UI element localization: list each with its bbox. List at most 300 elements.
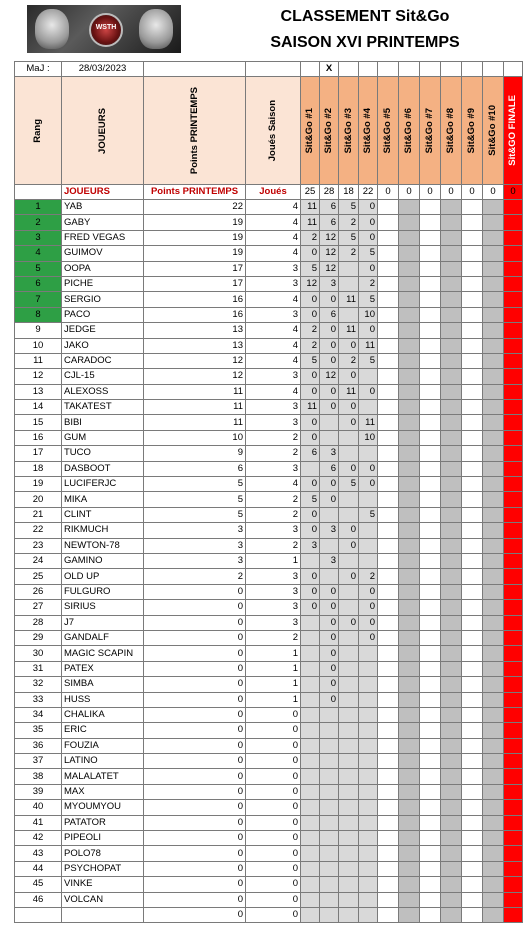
sitgo-score [339, 600, 359, 615]
sitgo-score [359, 800, 378, 815]
sitgo-empty [420, 461, 441, 476]
table-row [15, 661, 523, 676]
header-joueurs-label: JOUEURS [96, 107, 108, 154]
points-cell: 0 [144, 630, 246, 645]
sitgo-empty [462, 430, 483, 445]
header-sitgo-9 [462, 77, 483, 185]
sitgo-empty [441, 200, 462, 215]
player-name: PATEX [62, 661, 144, 676]
sitgo-empty [483, 584, 504, 599]
sitgo-empty [483, 415, 504, 430]
rank-cell: 28 [15, 615, 62, 630]
played-cell: 4 [246, 292, 301, 307]
sitgo-empty [483, 200, 504, 215]
sitgo-empty [420, 415, 441, 430]
points-cell: 0 [144, 861, 246, 876]
sitgo-score: 11 [339, 292, 359, 307]
sitgo-empty [399, 707, 420, 722]
rank-cell: 24 [15, 553, 62, 568]
player-name: CLINT [62, 507, 144, 522]
sitgo-empty [441, 400, 462, 415]
sitgo-empty [378, 584, 399, 599]
sitgo-score [301, 892, 320, 907]
sitgo-score: 0 [320, 661, 339, 676]
sitgo-empty [483, 692, 504, 707]
sitgo-empty [420, 477, 441, 492]
sitgo-empty [420, 723, 441, 738]
sitgo-empty [483, 846, 504, 861]
table-row [15, 707, 523, 722]
sitgo-score: 0 [320, 384, 339, 399]
finale-cell [504, 369, 523, 384]
sitgo-score: 3 [320, 276, 339, 291]
sitgo-score [339, 815, 359, 830]
played-cell: 2 [246, 507, 301, 522]
sitgo-score: 12 [320, 261, 339, 276]
sitgo-empty [483, 677, 504, 692]
finale-cell [504, 646, 523, 661]
sitgo-empty [378, 307, 399, 322]
sitgo-score: 12 [320, 230, 339, 245]
sitgo-empty [399, 415, 420, 430]
header-row [15, 77, 523, 185]
sitgo-empty [462, 815, 483, 830]
rank-cell: 6 [15, 276, 62, 291]
sitgo-empty [399, 769, 420, 784]
sitgo-empty [483, 400, 504, 415]
sitgo-score [320, 723, 339, 738]
finale-cell [504, 677, 523, 692]
sitgo-empty [420, 815, 441, 830]
sitgo-empty [483, 461, 504, 476]
rank-cell: 1 [15, 200, 62, 215]
sitgo-empty [441, 461, 462, 476]
points-cell: 16 [144, 307, 246, 322]
header-sitgo-10-label: Sit&Go #10 [487, 105, 498, 156]
played-cell: 0 [246, 707, 301, 722]
sitgo-score: 6 [320, 215, 339, 230]
played-cell: 4 [246, 230, 301, 245]
played-cell: 0 [246, 800, 301, 815]
points-cell: 19 [144, 230, 246, 245]
sitgo-empty [399, 477, 420, 492]
sitgo-empty [378, 200, 399, 215]
header-points [144, 77, 246, 185]
player-name: VINKE [62, 877, 144, 892]
sitgo-empty [399, 784, 420, 799]
sitgo-score: 0 [359, 384, 378, 399]
sitgo-score: 0 [301, 384, 320, 399]
header-sitgo-1-label: Sit&Go #1 [304, 107, 315, 154]
player-name: GANDALF [62, 630, 144, 645]
sitgo-empty [441, 446, 462, 461]
points-cell: 17 [144, 261, 246, 276]
table-row [15, 261, 523, 276]
sitgo-empty [441, 415, 462, 430]
points-cell: 5 [144, 492, 246, 507]
sitgo-empty [483, 892, 504, 907]
sitgo-empty [378, 507, 399, 522]
sitgo-empty [399, 615, 420, 630]
sitgo-score: 5 [359, 353, 378, 368]
player-name: FOUZIA [62, 738, 144, 753]
sitgo-empty [399, 584, 420, 599]
sitgo-empty [399, 907, 420, 922]
points-cell: 0 [144, 615, 246, 630]
sitgo-empty [462, 246, 483, 261]
empty-cell [378, 62, 399, 77]
sitgo-score [339, 907, 359, 922]
sitgo-empty [483, 615, 504, 630]
header-sitgo-2 [320, 77, 339, 185]
player-name: CJL-15 [62, 369, 144, 384]
points-cell: 9 [144, 446, 246, 461]
sitgo-empty [399, 369, 420, 384]
sitgo-empty [420, 338, 441, 353]
header-sitgo-9-label: Sit&Go #9 [466, 107, 477, 154]
played-cell: 2 [246, 446, 301, 461]
header-joueurs [62, 77, 144, 185]
sitgo-empty [462, 723, 483, 738]
sitgo-empty [378, 261, 399, 276]
sitgo-empty [378, 707, 399, 722]
sitgo-empty [483, 353, 504, 368]
sitgo-score: 5 [301, 353, 320, 368]
table-row [15, 246, 523, 261]
sitgo-score [320, 831, 339, 846]
sitgo-score: 0 [320, 323, 339, 338]
finale-cell [504, 815, 523, 830]
rank-cell: 39 [15, 784, 62, 799]
sitgo-empty [399, 877, 420, 892]
sitgo-score: 0 [320, 600, 339, 615]
played-cell: 4 [246, 200, 301, 215]
table-row [15, 400, 523, 415]
finale-cell [504, 630, 523, 645]
sitgo-score [320, 707, 339, 722]
sitgo-empty [462, 446, 483, 461]
sitgo-score: 0 [320, 584, 339, 599]
sitgo-count: 28 [320, 185, 339, 200]
sitgo-empty [378, 384, 399, 399]
sitgo-score [320, 754, 339, 769]
sitgo-score: 0 [320, 292, 339, 307]
sitgo-empty [399, 400, 420, 415]
finale-cell [504, 584, 523, 599]
played-cell: 4 [246, 353, 301, 368]
sitgo-score: 2 [339, 215, 359, 230]
table-row [15, 507, 523, 522]
player-name: RIKMUCH [62, 523, 144, 538]
sitgo-empty [399, 461, 420, 476]
rank-cell: 4 [15, 246, 62, 261]
points-cell: 17 [144, 276, 246, 291]
sitgo-empty [441, 815, 462, 830]
sitgo-empty [378, 215, 399, 230]
sitgo-score [339, 800, 359, 815]
sitgo-score [359, 523, 378, 538]
finale-cell [504, 800, 523, 815]
sitgo-empty [420, 215, 441, 230]
rank-cell: 37 [15, 754, 62, 769]
sitgo-score: 0 [320, 353, 339, 368]
sitgo-empty [462, 569, 483, 584]
sitgo-score [339, 584, 359, 599]
player-name: PACO [62, 307, 144, 322]
table-row [15, 200, 523, 215]
subheader-row [15, 185, 523, 200]
sitgo-score [301, 769, 320, 784]
ranking-table [14, 61, 523, 923]
sitgo-score: 5 [339, 230, 359, 245]
page-title: CLASSEMENT Sit&Go [280, 8, 450, 25]
sitgo-score [339, 553, 359, 568]
sitgo-score [359, 369, 378, 384]
sitgo-empty [462, 230, 483, 245]
header-sitgo-3-label: Sit&Go #3 [342, 107, 354, 154]
sitgo-empty [378, 246, 399, 261]
sitgo-empty [420, 430, 441, 445]
empty-cell [144, 62, 246, 77]
sitgo-score [301, 754, 320, 769]
rank-cell: 12 [15, 369, 62, 384]
sitgo-empty [378, 430, 399, 445]
sitgo-empty [399, 738, 420, 753]
rank-cell: 15 [15, 415, 62, 430]
finale-cell [504, 461, 523, 476]
empty-cell [399, 62, 420, 77]
sitgo-score [320, 892, 339, 907]
played-cell: 3 [246, 276, 301, 291]
sitgo-score [339, 784, 359, 799]
sitgo-count: 0 [483, 185, 504, 200]
player-name: SIRIUS [62, 600, 144, 615]
sitgo-empty [378, 615, 399, 630]
points-cell: 13 [144, 323, 246, 338]
sitgo-empty [378, 569, 399, 584]
played-cell: 4 [246, 477, 301, 492]
sitgo-empty [462, 877, 483, 892]
sitgo-score: 5 [339, 200, 359, 215]
points-cell: 0 [144, 800, 246, 815]
sitgo-empty [483, 553, 504, 568]
player-name: BIBI [62, 415, 144, 430]
empty-cell [441, 62, 462, 77]
player-name: JAKO [62, 338, 144, 353]
sitgo-empty [420, 861, 441, 876]
points-cell: 0 [144, 738, 246, 753]
rank-cell: 9 [15, 323, 62, 338]
header-sitgo-5-label: Sit&Go #5 [382, 107, 393, 154]
player-name: GUIMOV [62, 246, 144, 261]
sitgo-empty [441, 569, 462, 584]
player-name: FULGURO [62, 584, 144, 599]
sitgo-count: 0 [420, 185, 441, 200]
sitgo-empty [420, 569, 441, 584]
sitgo-score [339, 646, 359, 661]
table-row [15, 338, 523, 353]
header-rang-label: Rang [32, 118, 43, 143]
sitgo-empty [483, 230, 504, 245]
sitgo-empty [462, 831, 483, 846]
sitgo-score: 0 [301, 430, 320, 445]
sitgo-empty [441, 292, 462, 307]
sitgo-empty [441, 307, 462, 322]
played-cell: 4 [246, 384, 301, 399]
sitgo-score: 11 [359, 415, 378, 430]
sitgo-score [339, 892, 359, 907]
sitgo-empty [420, 907, 441, 922]
sitgo-empty [462, 384, 483, 399]
sitgo-empty [441, 584, 462, 599]
sitgo-score: 0 [320, 338, 339, 353]
sitgo-empty [462, 846, 483, 861]
sitgo-empty [420, 307, 441, 322]
table-row [15, 553, 523, 568]
table-row [15, 646, 523, 661]
sitgo-empty [462, 492, 483, 507]
sitgo-score [301, 723, 320, 738]
sitgo-empty [420, 276, 441, 291]
played-cell: 0 [246, 723, 301, 738]
sitgo-empty [441, 907, 462, 922]
sitgo-empty [399, 646, 420, 661]
sitgo-empty [483, 215, 504, 230]
sitgo-empty [462, 615, 483, 630]
club-logo [27, 5, 181, 53]
sitgo-empty [441, 523, 462, 538]
sitgo-score: 0 [320, 677, 339, 692]
sitgo-empty [420, 492, 441, 507]
sitgo-score [320, 738, 339, 753]
points-cell: 3 [144, 523, 246, 538]
player-name: TUCO [62, 446, 144, 461]
points-cell: 3 [144, 538, 246, 553]
header-sitgo-3 [339, 77, 359, 185]
sitgo-score [359, 646, 378, 661]
sitgo-empty [441, 800, 462, 815]
sitgo-score: 3 [320, 523, 339, 538]
sitgo-score [301, 846, 320, 861]
player-name: JEDGE [62, 323, 144, 338]
sitgo-empty [441, 230, 462, 245]
points-cell: 0 [144, 769, 246, 784]
x-marker: X [320, 62, 339, 77]
sitgo-empty [399, 846, 420, 861]
finale-cell [504, 707, 523, 722]
sitgo-empty [441, 630, 462, 645]
finale-cell [504, 907, 523, 922]
sitgo-score: 0 [301, 584, 320, 599]
sitgo-score: 11 [301, 215, 320, 230]
played-cell: 2 [246, 630, 301, 645]
sitgo-empty [483, 261, 504, 276]
rank-cell: 20 [15, 492, 62, 507]
finale-cell [504, 877, 523, 892]
finale-cell [504, 477, 523, 492]
sitgo-score [301, 615, 320, 630]
sitgo-empty [462, 861, 483, 876]
header-joues [246, 77, 301, 185]
header-sitgo-6-label: Sit&Go #6 [403, 107, 414, 154]
sitgo-score [359, 400, 378, 415]
finale-cell [504, 215, 523, 230]
sitgo-empty [441, 707, 462, 722]
sitgo-empty [399, 338, 420, 353]
finale-cell [504, 600, 523, 615]
sitgo-empty [483, 538, 504, 553]
sitgo-empty [441, 892, 462, 907]
sitgo-empty [420, 646, 441, 661]
sitgo-empty [378, 769, 399, 784]
points-cell: 0 [144, 892, 246, 907]
sitgo-empty [462, 276, 483, 291]
sitgo-score: 3 [320, 446, 339, 461]
finale-cell [504, 723, 523, 738]
sitgo-empty [420, 292, 441, 307]
sitgo-score: 11 [301, 400, 320, 415]
sitgo-empty [378, 646, 399, 661]
finale-cell [504, 738, 523, 753]
sitgo-empty [378, 877, 399, 892]
sitgo-score: 0 [359, 461, 378, 476]
sitgo-count: 0 [441, 185, 462, 200]
sitgo-score: 0 [359, 215, 378, 230]
played-cell: 3 [246, 569, 301, 584]
sitgo-score: 2 [301, 230, 320, 245]
sitgo-score [359, 846, 378, 861]
played-cell: 0 [246, 846, 301, 861]
sitgo-empty [462, 507, 483, 522]
player-name: FRED VEGAS [62, 230, 144, 245]
sitgo-score [320, 815, 339, 830]
sitgo-score [359, 707, 378, 722]
table-row [15, 800, 523, 815]
sitgo-score: 5 [359, 292, 378, 307]
sitgo-empty [462, 400, 483, 415]
sitgo-empty [378, 338, 399, 353]
sitgo-score: 6 [320, 461, 339, 476]
sitgo-empty [441, 846, 462, 861]
sitgo-empty [462, 738, 483, 753]
sitgo-empty [441, 553, 462, 568]
sitgo-empty [420, 369, 441, 384]
header-points-label: Points PRINTEMPS [188, 86, 200, 175]
sitgo-empty [378, 461, 399, 476]
sitgo-empty [399, 261, 420, 276]
finale-cell [504, 246, 523, 261]
points-cell: 11 [144, 400, 246, 415]
finale-cell [504, 846, 523, 861]
sitgo-score: 0 [339, 569, 359, 584]
points-cell: 2 [144, 569, 246, 584]
sitgo-empty [441, 784, 462, 799]
sitgo-empty [399, 215, 420, 230]
played-cell: 0 [246, 907, 301, 922]
player-name: CARADOC [62, 353, 144, 368]
player-name: VOLCAN [62, 892, 144, 907]
played-cell: 3 [246, 523, 301, 538]
sitgo-empty [441, 353, 462, 368]
played-cell: 3 [246, 261, 301, 276]
club-badge-icon: WSTH [89, 13, 123, 47]
sitgo-score [320, 538, 339, 553]
player-name: LUCIFERJC [62, 477, 144, 492]
sitgo-empty [420, 769, 441, 784]
sitgo-score [301, 677, 320, 692]
sitgo-empty [378, 230, 399, 245]
sitgo-score: 2 [339, 246, 359, 261]
